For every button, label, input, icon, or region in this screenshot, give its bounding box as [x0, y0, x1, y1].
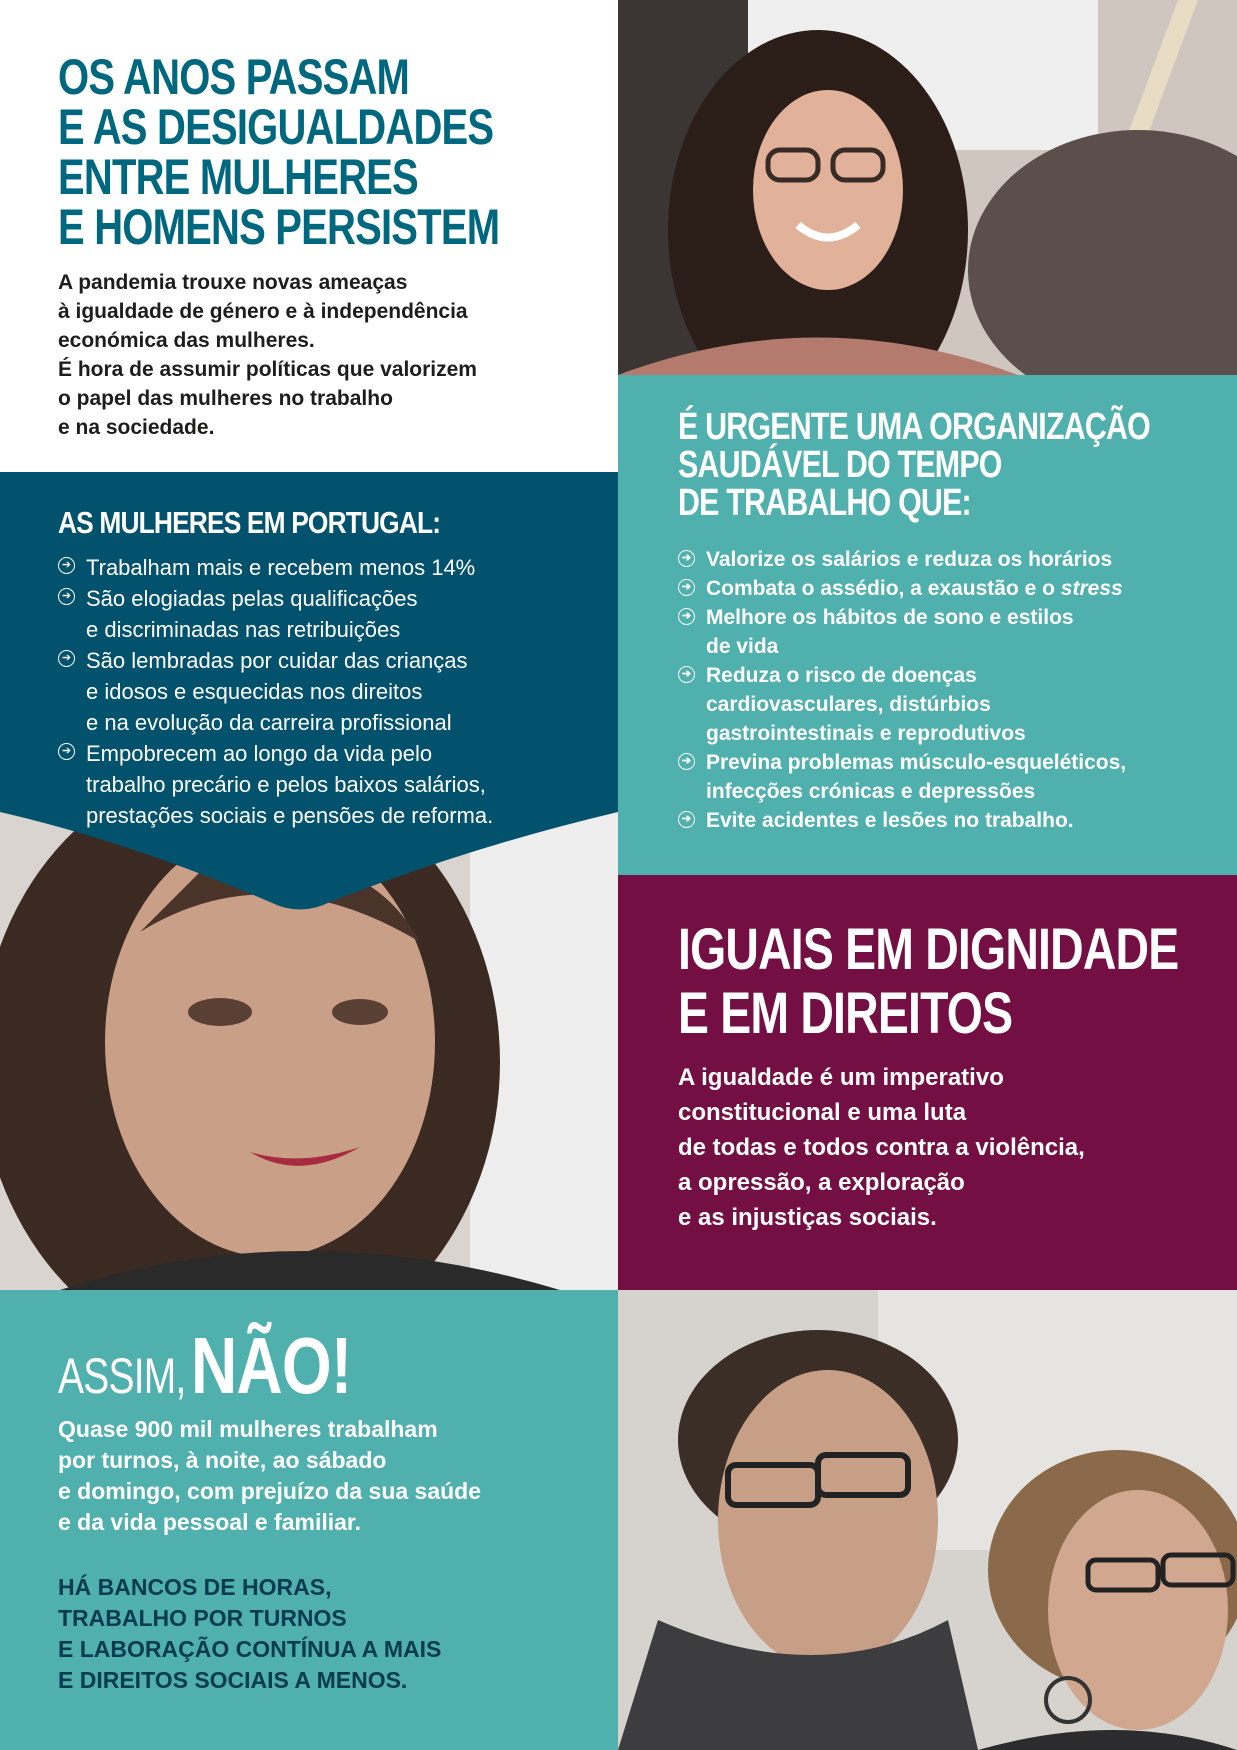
iguais-section [618, 875, 1237, 1290]
arrow-circle-icon: ➔ [58, 588, 75, 605]
urgente-heading-line: SAUDÁVEL DO TEMPO [678, 444, 1002, 486]
list-item [678, 574, 1228, 603]
arrow-circle-icon: ➔ [678, 666, 695, 683]
iguais-line: A igualdade é um imperativo [678, 1064, 1004, 1091]
iguais-line: e as injustiças sociais. [678, 1204, 937, 1231]
portugal-heading: AS MULHERES EM PORTUGAL: [58, 505, 441, 540]
intro-line: A pandemia trouxe novas ameaças [58, 271, 408, 294]
headline-line: E AS DESIGUALDADES [58, 99, 494, 155]
closing-line: E LABORAÇÃO CONTÍNUA A MAIS [58, 1636, 442, 1662]
arrow-circle-icon: ➔ [678, 753, 695, 770]
list-item: ➔ Empobrecem ao longo da vida pelo trabalho precário e pelos baixos salários, prestações sociais e pensões de reforma. [58, 738, 613, 831]
intro-line: o papel das mulheres no trabalho [58, 387, 393, 410]
closing-line: TRABALHO POR TURNOS [58, 1605, 347, 1631]
iguais-line: de todas e todos contra a violência, [678, 1134, 1085, 1161]
assim-closing [58, 1572, 441, 1696]
list-item: ➔ Valorize os salários e reduza os horários [678, 545, 1228, 574]
list-item: ➔ Melhore os hábitos de sono e estilos de vida [678, 603, 1228, 661]
iguais-line: a opressão, a exploração [678, 1169, 965, 1196]
urgente-heading-line: É URGENTE UMA ORGANIZAÇÃO [678, 406, 1151, 448]
iguais-body [678, 1060, 1085, 1235]
intro-line: e na sociedade. [58, 416, 215, 439]
portugal-section [0, 472, 618, 912]
assim-line: Quase 900 mil mulheres trabalham [58, 1416, 438, 1442]
urgente-section [618, 375, 1237, 875]
assim-line: por turnos, à noite, ao sábado [58, 1447, 387, 1473]
stress-word: stress [1060, 577, 1123, 600]
assim-line: e domingo, com prejuízo da sua saúde [58, 1478, 482, 1504]
arrow-circle-icon: ➔ [678, 579, 695, 596]
arrow-circle-icon: ➔ [678, 608, 695, 625]
urgente-list [678, 545, 1228, 835]
headline-line: E HOMENS PERSISTEM [58, 199, 500, 255]
assim-section [0, 1290, 618, 1750]
man-and-woman-photo [618, 1290, 1237, 1750]
assim-prefix: ASSIM, [58, 1348, 186, 1404]
smiling-woman-photo [618, 0, 1237, 375]
closing-line: HÁ BANCOS DE HORAS, [58, 1574, 332, 1600]
list-item: ➔ Evite acidentes e lesões no trabalho. [678, 806, 1228, 835]
list-item: ➔ Previna problemas músculo-esqueléticos, infecções crónicas e depressões [678, 748, 1228, 806]
intro-body [58, 268, 477, 442]
list-item: ➔ Trabalham mais e recebem menos 14% [58, 552, 613, 583]
item-text: Combata o assédio, a exaustão e o [706, 577, 1061, 600]
arrow-circle-icon: ➔ [58, 743, 75, 760]
assim-line: e da vida pessoal e familiar. [58, 1509, 361, 1535]
urgente-heading-line: DE TRABALHO QUE: [678, 482, 971, 524]
headline-line: OS ANOS PASSAM [58, 49, 410, 105]
intro-line: económica das mulheres. [58, 329, 315, 352]
assim-nao: NÃO! [191, 1321, 352, 1410]
iguais-line: constitucional e uma luta [678, 1099, 967, 1126]
intro-line: à igualdade de género e à independência [58, 300, 468, 323]
intro-line: É hora de assumir políticas que valorizem [58, 358, 477, 381]
arrow-circle-icon: ➔ [678, 550, 695, 567]
arrow-circle-icon: ➔ [678, 811, 695, 828]
intro-section [0, 0, 618, 472]
headline-line: ENTRE MULHERES [58, 149, 418, 205]
urgente-heading [678, 408, 1150, 522]
assim-heading [58, 1320, 392, 1412]
arrow-circle-icon: ➔ [58, 650, 75, 667]
iguais-heading-line: E EM DIREITOS [678, 981, 1013, 1046]
iguais-heading [678, 918, 1178, 1046]
list-item: ➔ São lembradas por cuidar das crianças e idosos e esquecidas nos direitos e na evolução da carreira profissional [58, 645, 613, 738]
list-item: ➔ Reduza o risco de doenças cardiovasculares, distúrbios gastrointestinais e reprodutivos [678, 661, 1228, 748]
arrow-circle-icon: ➔ [58, 557, 75, 574]
closing-line: E DIREITOS SOCIAIS A MENOS. [58, 1667, 408, 1693]
portugal-list [58, 552, 613, 831]
assim-body [58, 1414, 481, 1538]
iguais-heading-line: IGUAIS EM DIGNIDADE [678, 917, 1179, 982]
list-item: ➔ São elogiadas pelas qualificações e discriminadas nas retribuições [58, 583, 613, 645]
intro-headline [58, 49, 500, 255]
